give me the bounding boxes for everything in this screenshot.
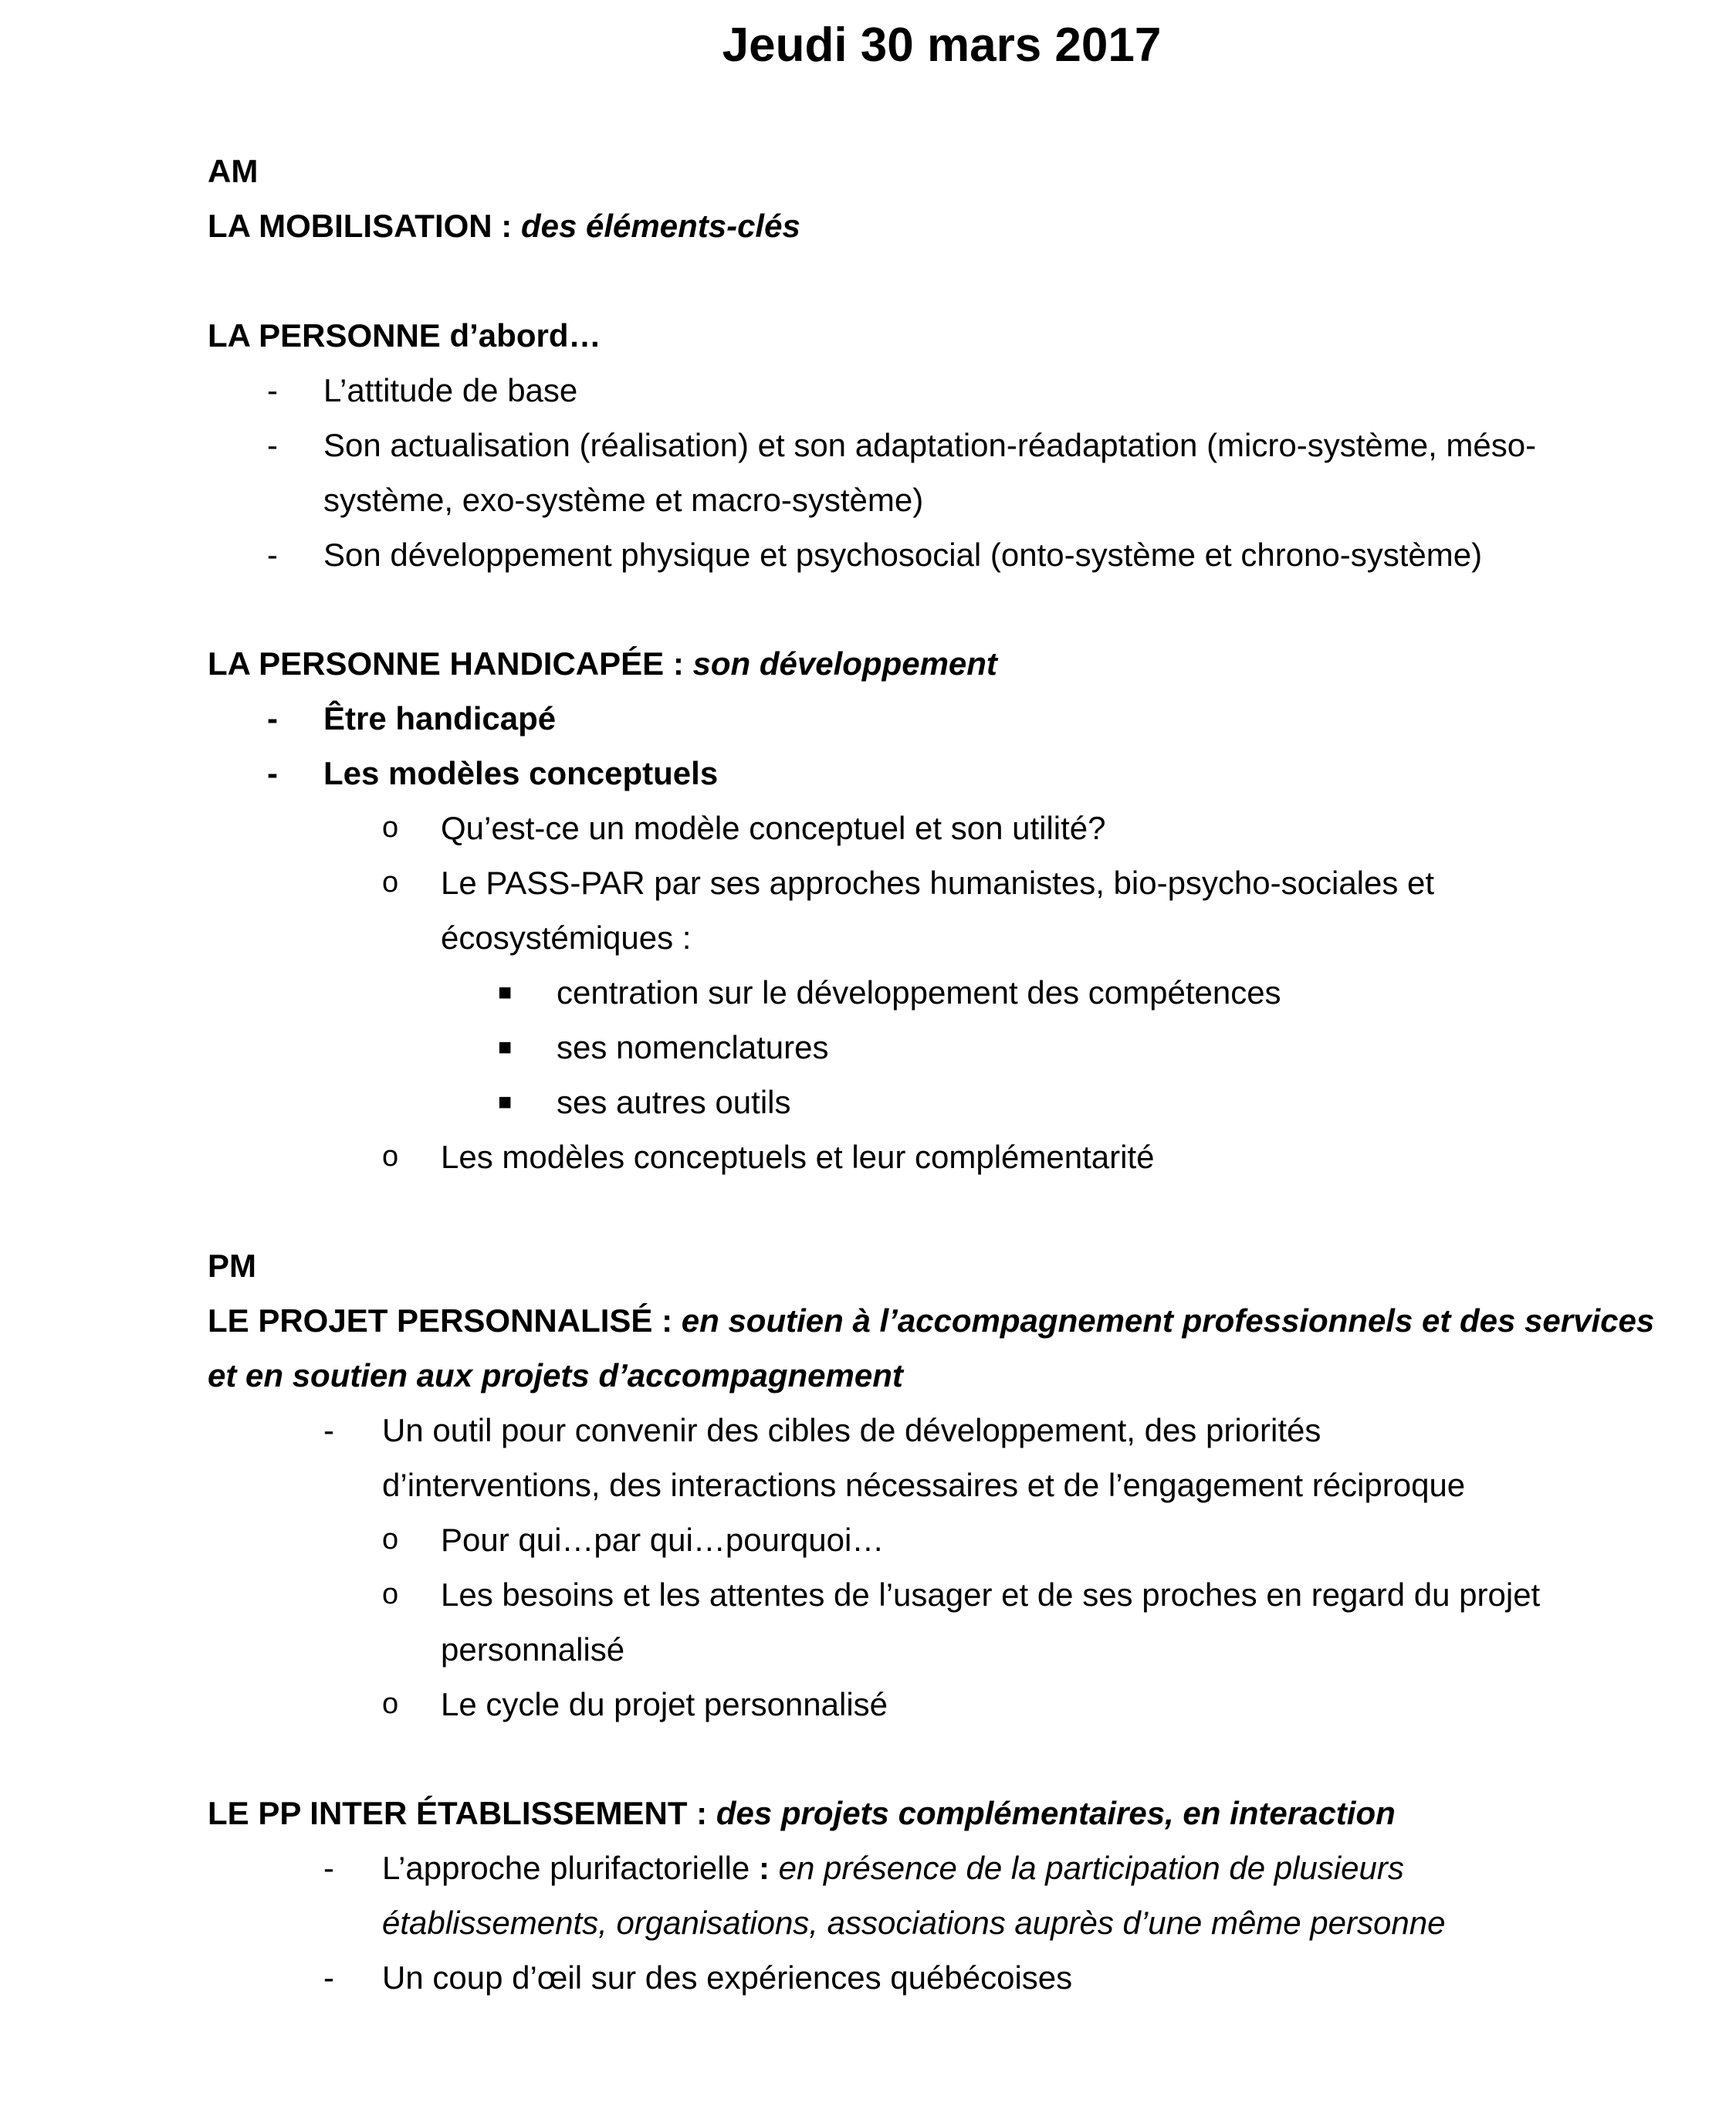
projet-heading: LE PROJET PERSONNALISÉ : en soutien à l’accompagnement professionnels et des services (208, 1302, 1655, 1339)
dash-bullet: - (267, 537, 278, 573)
sub-list-item-continuation: personnalisé (441, 1631, 625, 1668)
list-item: - Être handicapé (208, 691, 1697, 746)
handicapee-heading: LA PERSONNE HANDICAPÉE : son développement (208, 645, 997, 682)
inter-section (208, 1786, 1697, 2005)
inter-heading: LE PP INTER ÉTABLISSEMENT : des projets complémentaires, en interaction (208, 1795, 1396, 1831)
handicapee-section (208, 636, 1697, 1184)
page-title: Jeudi 30 mars 2017 (722, 19, 1162, 72)
subsub-list-item: ■ ses autres outils (208, 1075, 1697, 1129)
sub-list-item: o Le cycle du projet personnalisé (208, 1677, 1697, 1732)
square-bullet: ■ (498, 1089, 513, 1115)
sub-list-item: o Les besoins et les attentes de l’usager et de ses proches en regard du projet (208, 1567, 1697, 1622)
personne-section (208, 308, 1697, 582)
dash-bullet: - (267, 755, 278, 791)
list-item: - Son actualisation (réalisation) et son adaptation-réadaptation (micro-système, méso- (208, 418, 1697, 472)
dash-bullet: - (267, 372, 278, 408)
dash-bullet: - (323, 1959, 334, 1996)
am-label: AM (208, 153, 259, 189)
list-item-continuation: établissements, organisations, associations auprès d’une même personne (382, 1905, 1446, 1941)
dash-bullet: - (323, 1850, 334, 1886)
circle-bullet: o (382, 1140, 399, 1173)
square-bullet: ■ (498, 1034, 513, 1060)
list-item: - L’approche plurifactorielle : en présence de la participation de plusieurs (208, 1840, 1697, 1895)
circle-bullet: o (382, 866, 399, 899)
list-item: - L’attitude de base (208, 363, 1697, 418)
sub-list-item: o Qu’est-ce un modèle conceptuel et son utilité? (208, 801, 1697, 855)
mobilisation-heading (208, 198, 1697, 253)
square-bullet: ■ (498, 980, 513, 1005)
dash-bullet: - (267, 700, 278, 737)
dash-bullet: - (323, 1412, 334, 1448)
mobilisation-rest: des éléments-clés (520, 208, 800, 244)
sub-list-item: o Le PASS-PAR par ses approches humanistes, bio-psycho-sociales et (208, 855, 1697, 910)
list-item-continuation: d’interventions, des interactions nécessaires et de l’engagement réciproque (382, 1467, 1466, 1503)
list-item: - Un coup d’œil sur des expériences québécoises (208, 1950, 1697, 2005)
circle-bullet: o (382, 1688, 399, 1720)
subsub-list-item: ■ ses nomenclatures (208, 1020, 1697, 1075)
sub-list-item: o Les modèles conceptuels et leur complémentarité (208, 1129, 1697, 1184)
circle-bullet: o (382, 811, 399, 844)
sub-list-item-continuation: écosystémiques : (441, 919, 692, 956)
list-item: - Un outil pour convenir des cibles de développement, des priorités (208, 1403, 1697, 1458)
pm-section (208, 1238, 1697, 1732)
dash-bullet: - (267, 427, 278, 463)
pm-label: PM (208, 1248, 256, 1284)
list-item-continuation: système, exo-système et macro-système) (323, 482, 924, 518)
projet-heading-continuation: et en soutien aux projets d’accompagnement (208, 1357, 903, 1393)
sub-list-item: o Pour qui…par qui…pourquoi… (208, 1512, 1697, 1567)
circle-bullet: o (382, 1523, 399, 1556)
personne-heading: LA PERSONNE d’abord… (208, 317, 601, 354)
list-item: - Son développement physique et psychosocial (onto-système et chrono-système) (208, 527, 1697, 582)
subsub-list-item: ■ centration sur le développement des compétences (208, 965, 1697, 1020)
am-section (208, 144, 1697, 253)
mobilisation-lead: LA MOBILISATION : (208, 208, 521, 244)
circle-bullet: o (382, 1578, 399, 1610)
list-item: - Les modèles conceptuels (208, 746, 1697, 801)
